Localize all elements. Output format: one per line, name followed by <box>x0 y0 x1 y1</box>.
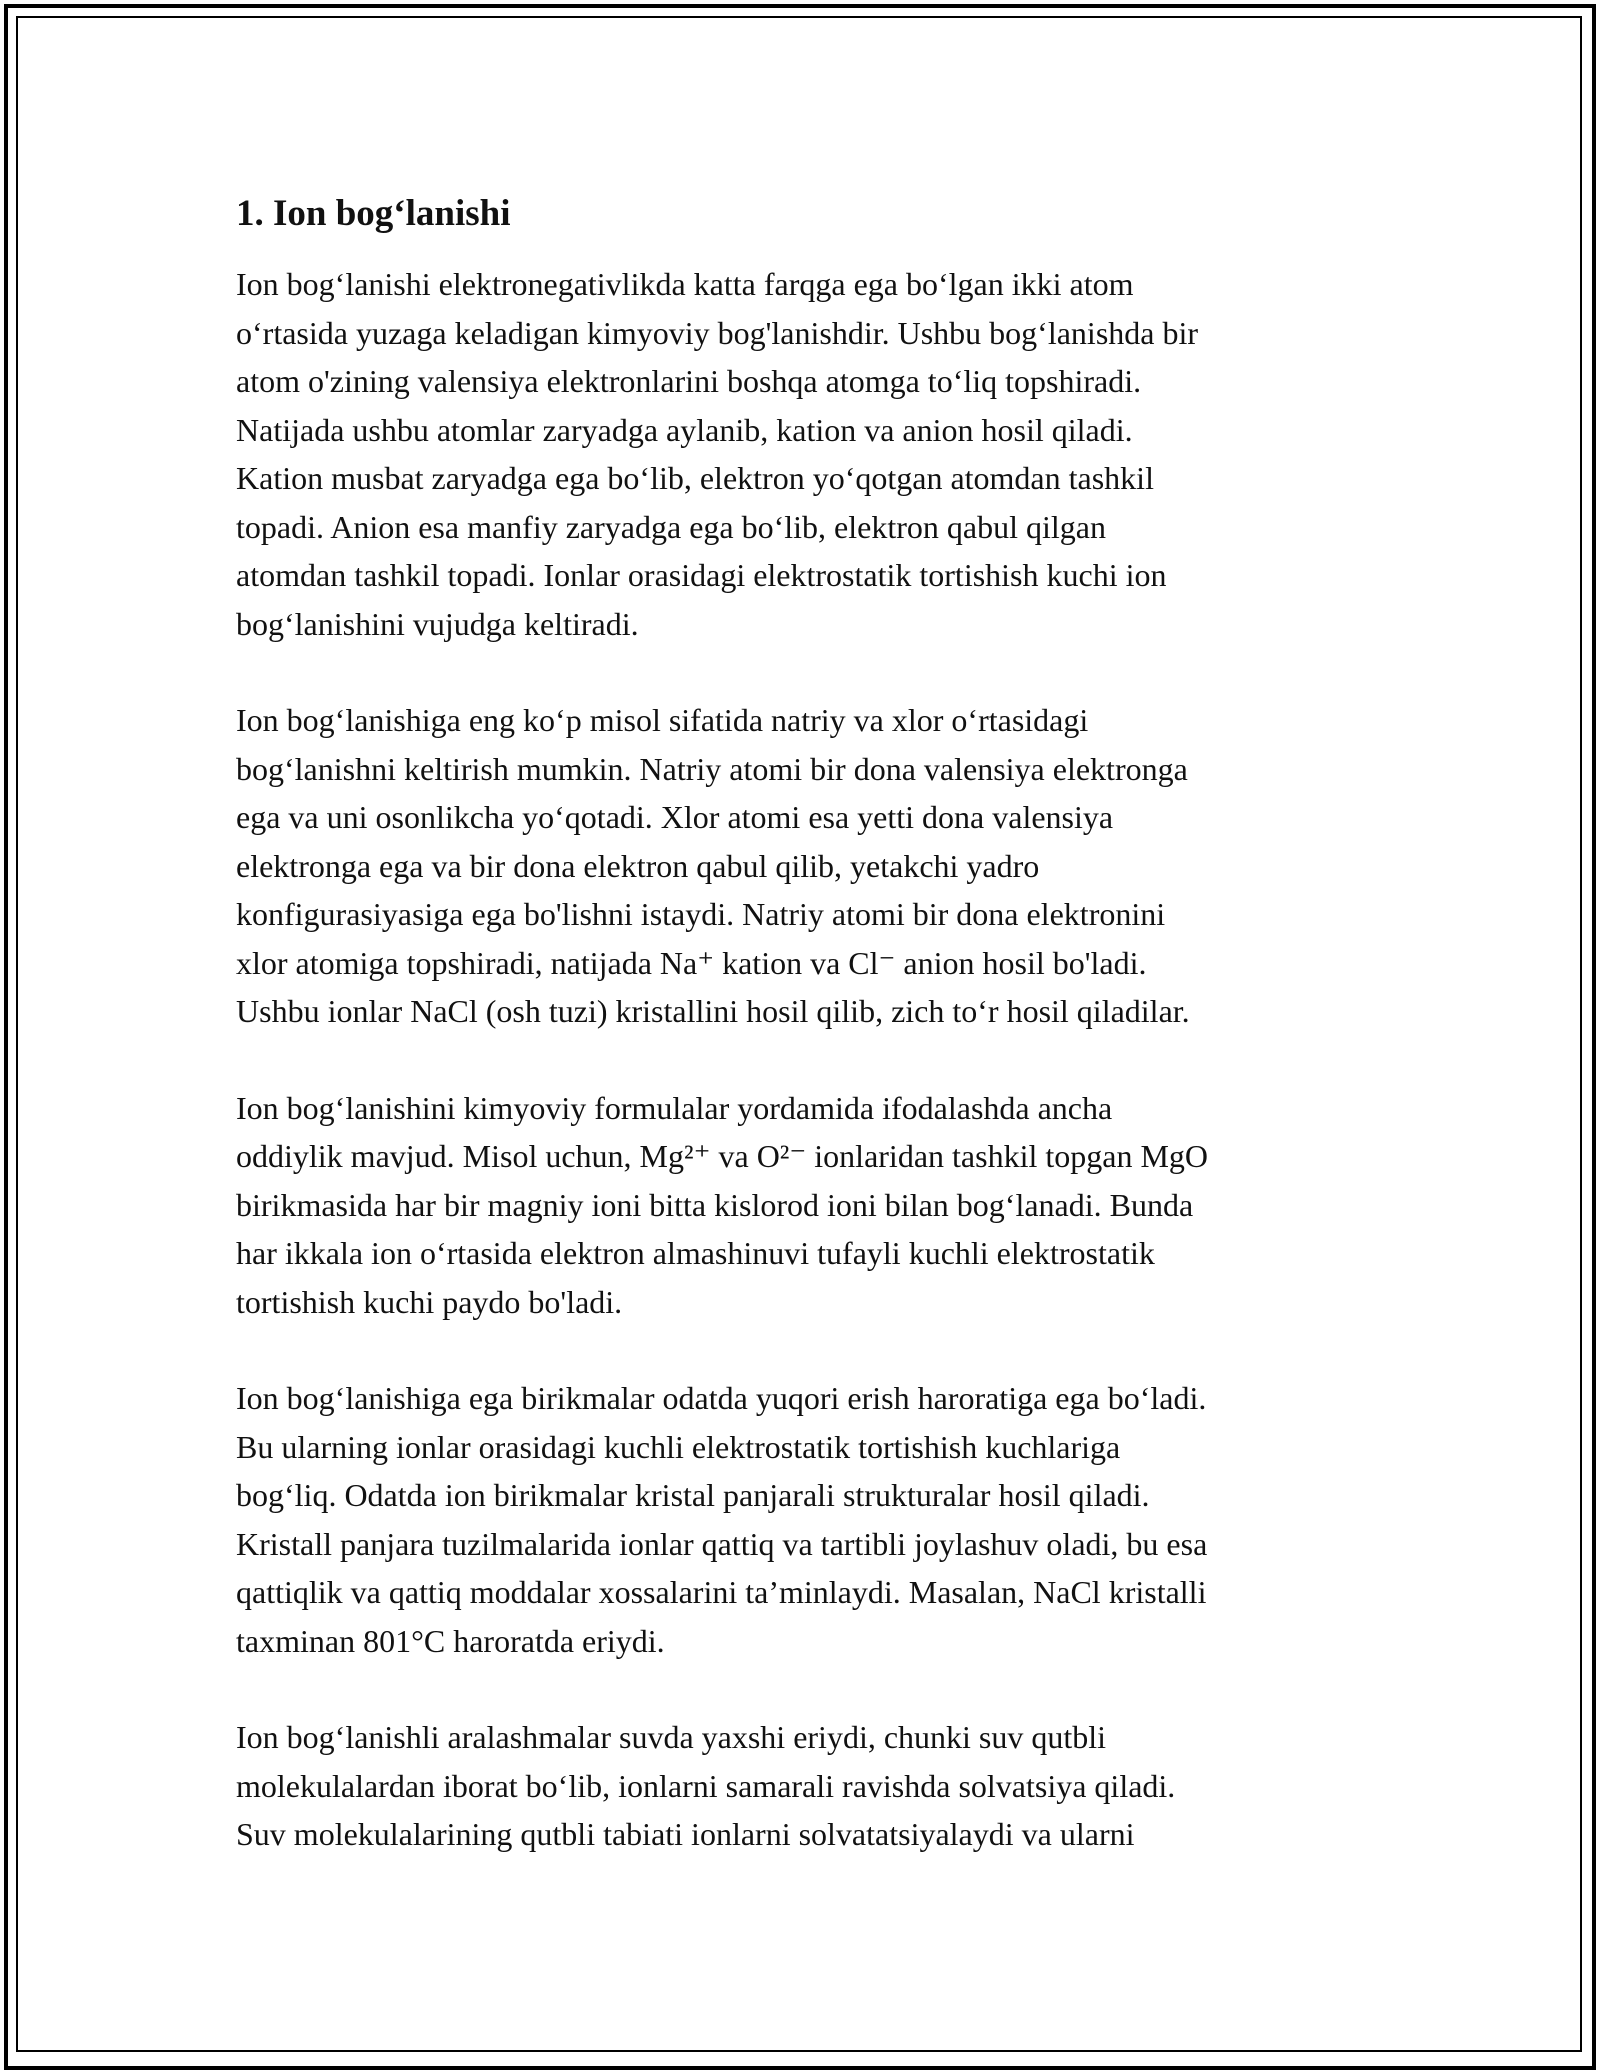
paragraph-1: Ion bog‘lanishi elektronegativlikda katta farqga ega bo‘lgan ikki atom o‘rtasida yuzaga keladigan kimyoviy bog'lanishdir. Ushbu bog‘lanishda bir atom o'zining valensiya elektronlarini boshqa atomga to‘liq topshiradi. Natijada ushbu atomlar zaryadga aylanib, kation va anion hosil qiladi. Kation musbat zaryadga ega bo‘lib, elektron yo‘qotgan atomdan tashkil topadi. Anion esa manfiy zaryadga ega bo‘lib, elektron qabul qilgan atomdan tashkil topadi. Ionlar orasidagi elektrostatik tortishish kuchi ion bog‘lanishini vujudga keltiradi. <box>236 266 1199 642</box>
paragraph-4: Ion bog‘lanishiga ega birikmalar odatda yuqori erish haroratiga ega bo‘ladi. Bu ularning ionlar orasidagi kuchli elektrostatik tortishish kuchlariga bog‘liq. Odatda ion birikmalar kristal panjarali strukturalar hosil qiladi. Kristall panjara tuzilmalarida ionlar qattiq va tartibli joylashuv oladi, bu esa qattiqlik va qattiq moddalar xossalarini ta’minlaydi. Masalan, NaCl kristalli taxminan 801°C haroratda eriydi. <box>236 1380 1208 1659</box>
section-heading: 1. Ion bog‘lanishi <box>236 193 511 234</box>
document-body <box>236 186 1376 1907</box>
paragraph-2: Ion bog‘lanishiga eng ko‘p misol sifatida natriy va xlor o‘rtasidagi bog‘lanishni keltirish mumkin. Natriy atomi bir dona valensiya elektronga ega va uni osonlikcha yo‘qotadi. Xlor atomi esa yetti dona valensiya elektronga ega va bir dona elektron qabul qilib, yetakchi yadro konfigurasiyasiga ega bo'lishni istaydi. Natriy atomi bir dona elektronini xlor atomiga topshiradi, natijada Na⁺ kation va Cl⁻ anion hosil bo'ladi. Ushbu ionlar NaCl (osh tuzi) kristallini hosil qilib, zich to‘r hosil qiladilar. <box>236 702 1190 1029</box>
paragraph-5: Ion bog‘lanishli aralashmalar suvda yaxshi eriydi, chunki suv qutbli molekulalardan iborat bo‘lib, ionlarni samarali ravishda solvatsiya qiladi. Suv molekulalarining qutbli tabiati ionlarni solvatatsiyalaydi va ularni <box>236 1719 1176 1852</box>
paragraph-3: Ion bog‘lanishini kimyoviy formulalar yordamida ifodalashda ancha oddiylik mavjud. Misol uchun, Mg²⁺ va O²⁻ ionlaridan tashkil topgan MgO birikmasida har bir magniy ioni bitta kislorod ioni bilan bog‘lanadi. Bunda har ikkala ion o‘rtasida elektron almashinuvi tufayli kuchli elektrostatik tortishish kuchi paydo bo'ladi. <box>236 1089 1208 1320</box>
